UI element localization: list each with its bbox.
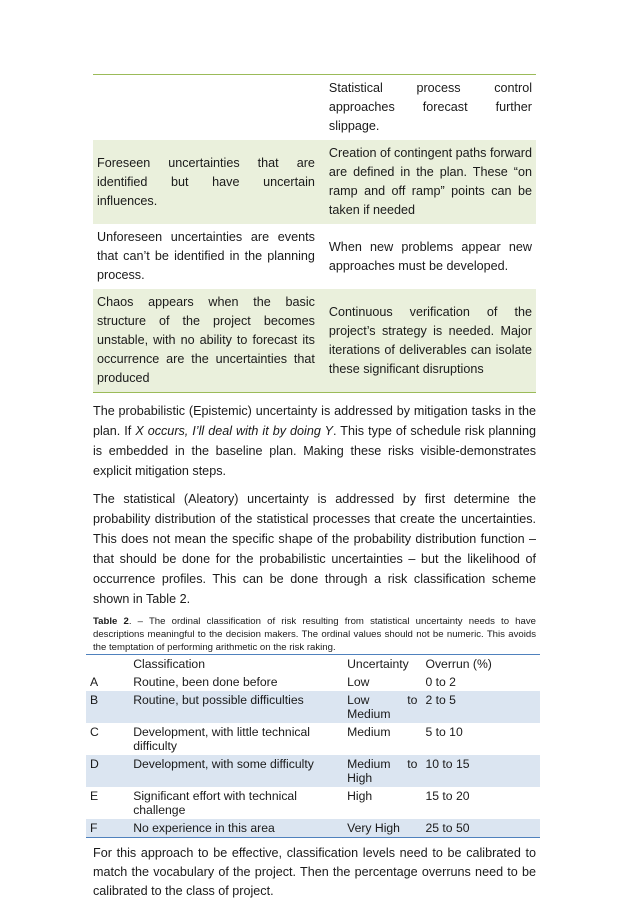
overrun-cell: 25 to 50 (421, 819, 540, 838)
classification-cell: Routine, but possible difficulties (129, 691, 343, 723)
table-cell (93, 75, 325, 141)
overrun-cell: 0 to 2 (425, 675, 456, 689)
column-header: Overrun (%) (421, 655, 540, 674)
italic-example: X occurs, I’ll deal with it by doing Y (135, 424, 333, 438)
overrun-cell: 2 to 5 (421, 691, 540, 723)
table-cell: Unforeseen uncertainties are events that can’t be identified in the planning process. (97, 230, 315, 282)
classification-cell: Routine, been done before (133, 675, 278, 689)
document-page (90, 74, 536, 901)
overrun-cell: 10 to 15 (421, 755, 540, 787)
uncertainty-low: Low (347, 693, 370, 707)
row-id: D (86, 755, 129, 787)
row-id: B (86, 691, 129, 723)
table-row (86, 723, 540, 755)
column-header: Uncertainty (343, 655, 421, 674)
table-cell: Chaos appears when the basic structure of the project becomes unstable, with no ability to forecast its occurrence are the uncertainties that produced (93, 289, 325, 393)
text-span: . This type of schedule risk planning is embedded in the baseline plan. Making these risks visible‐demonstrates explicit mitigation steps. (93, 424, 536, 478)
table-row (86, 787, 540, 819)
table-row (93, 289, 536, 393)
uncertainty-cell: High (347, 789, 373, 803)
column-header: Classification (129, 655, 343, 674)
table-cell: When new problems appear new approaches must be developed. (328, 239, 532, 273)
overrun-cell: 15 to 20 (425, 789, 470, 803)
uncertainty-low: Medium (347, 757, 391, 771)
row-id: F (86, 819, 129, 838)
table-cell: Statistical process control approaches forecast further slippage. (325, 75, 536, 141)
table-row (93, 224, 536, 289)
uncertainty-cell (343, 755, 421, 787)
classification-cell: Development, with little technical difficulty (133, 725, 310, 753)
overrun-cell: 5 to 10 (425, 725, 463, 739)
table-row (93, 75, 536, 141)
paragraph-aleatory: The statistical (Aleatory) uncertainty is addressed by first determine the probability distribution of the statistical processes that create the uncertainties. This does not mean the specific shape of the probability distribution function – that should be done for the probabilistic uncertainties – but the likelihood of occurrence profiles. This can be done through a risk classification scheme shown in Table 2. (93, 492, 536, 606)
table-row (86, 691, 540, 723)
uncertainty-table (93, 74, 536, 393)
column-header (86, 655, 129, 674)
paragraph-epistemic (93, 401, 536, 481)
table-row (86, 673, 540, 691)
caption-label: Table 2 (93, 616, 129, 627)
caption-text: . – The ordinal classification of risk resulting from statistical uncertainty needs to have descriptions meaningful to the decision makers. The ordinal values should not be numeric. This avoids the temptation of performing arithmetic on the risk raking. (93, 616, 536, 653)
uncertainty-high: Medium (347, 707, 391, 721)
row-id: C (90, 725, 99, 739)
classification-cell: No experience in this area (129, 819, 343, 838)
table-cell: Foreseen uncertainties that are identified but have uncertain influences. (93, 140, 325, 224)
uncertainty-high: High (347, 771, 373, 785)
table-row (86, 755, 540, 787)
paragraph-calibration: For this approach to be effective, classification levels need to be calibrated to match the vocabulary of the project. Then the percentage overruns need to be calibrated to the class of project. (93, 846, 536, 898)
row-id: E (90, 789, 99, 803)
table-cell: Creation of contingent paths forward are defined in the plan. These “on ramp and off ramp” points can be taken if needed (325, 140, 536, 224)
text-span: The probabilistic (Epistemic) uncertainty is addressed by mitigation tasks in the plan. If (93, 404, 536, 438)
classification-cell: Development, with some difficulty (129, 755, 343, 787)
table-caption (93, 615, 536, 654)
uncertainty-cell: Medium (347, 725, 391, 739)
uncertainty-cell (343, 691, 421, 723)
risk-classification-table (86, 654, 540, 838)
uncertainty-to: to (407, 693, 418, 707)
classification-cell: Significant effort with technical challenge (133, 789, 297, 817)
uncertainty-cell: Very High (343, 819, 421, 838)
table-row (86, 819, 540, 838)
table-row (93, 140, 536, 224)
uncertainty-cell: Low (347, 675, 370, 689)
table-header-row (86, 655, 540, 674)
uncertainty-to: to (407, 757, 418, 771)
table-cell: Continuous verification of the project’s strategy is needed. Major iterations of deliverables can isolate these significant disruptions (325, 289, 536, 393)
row-id: A (90, 675, 99, 689)
